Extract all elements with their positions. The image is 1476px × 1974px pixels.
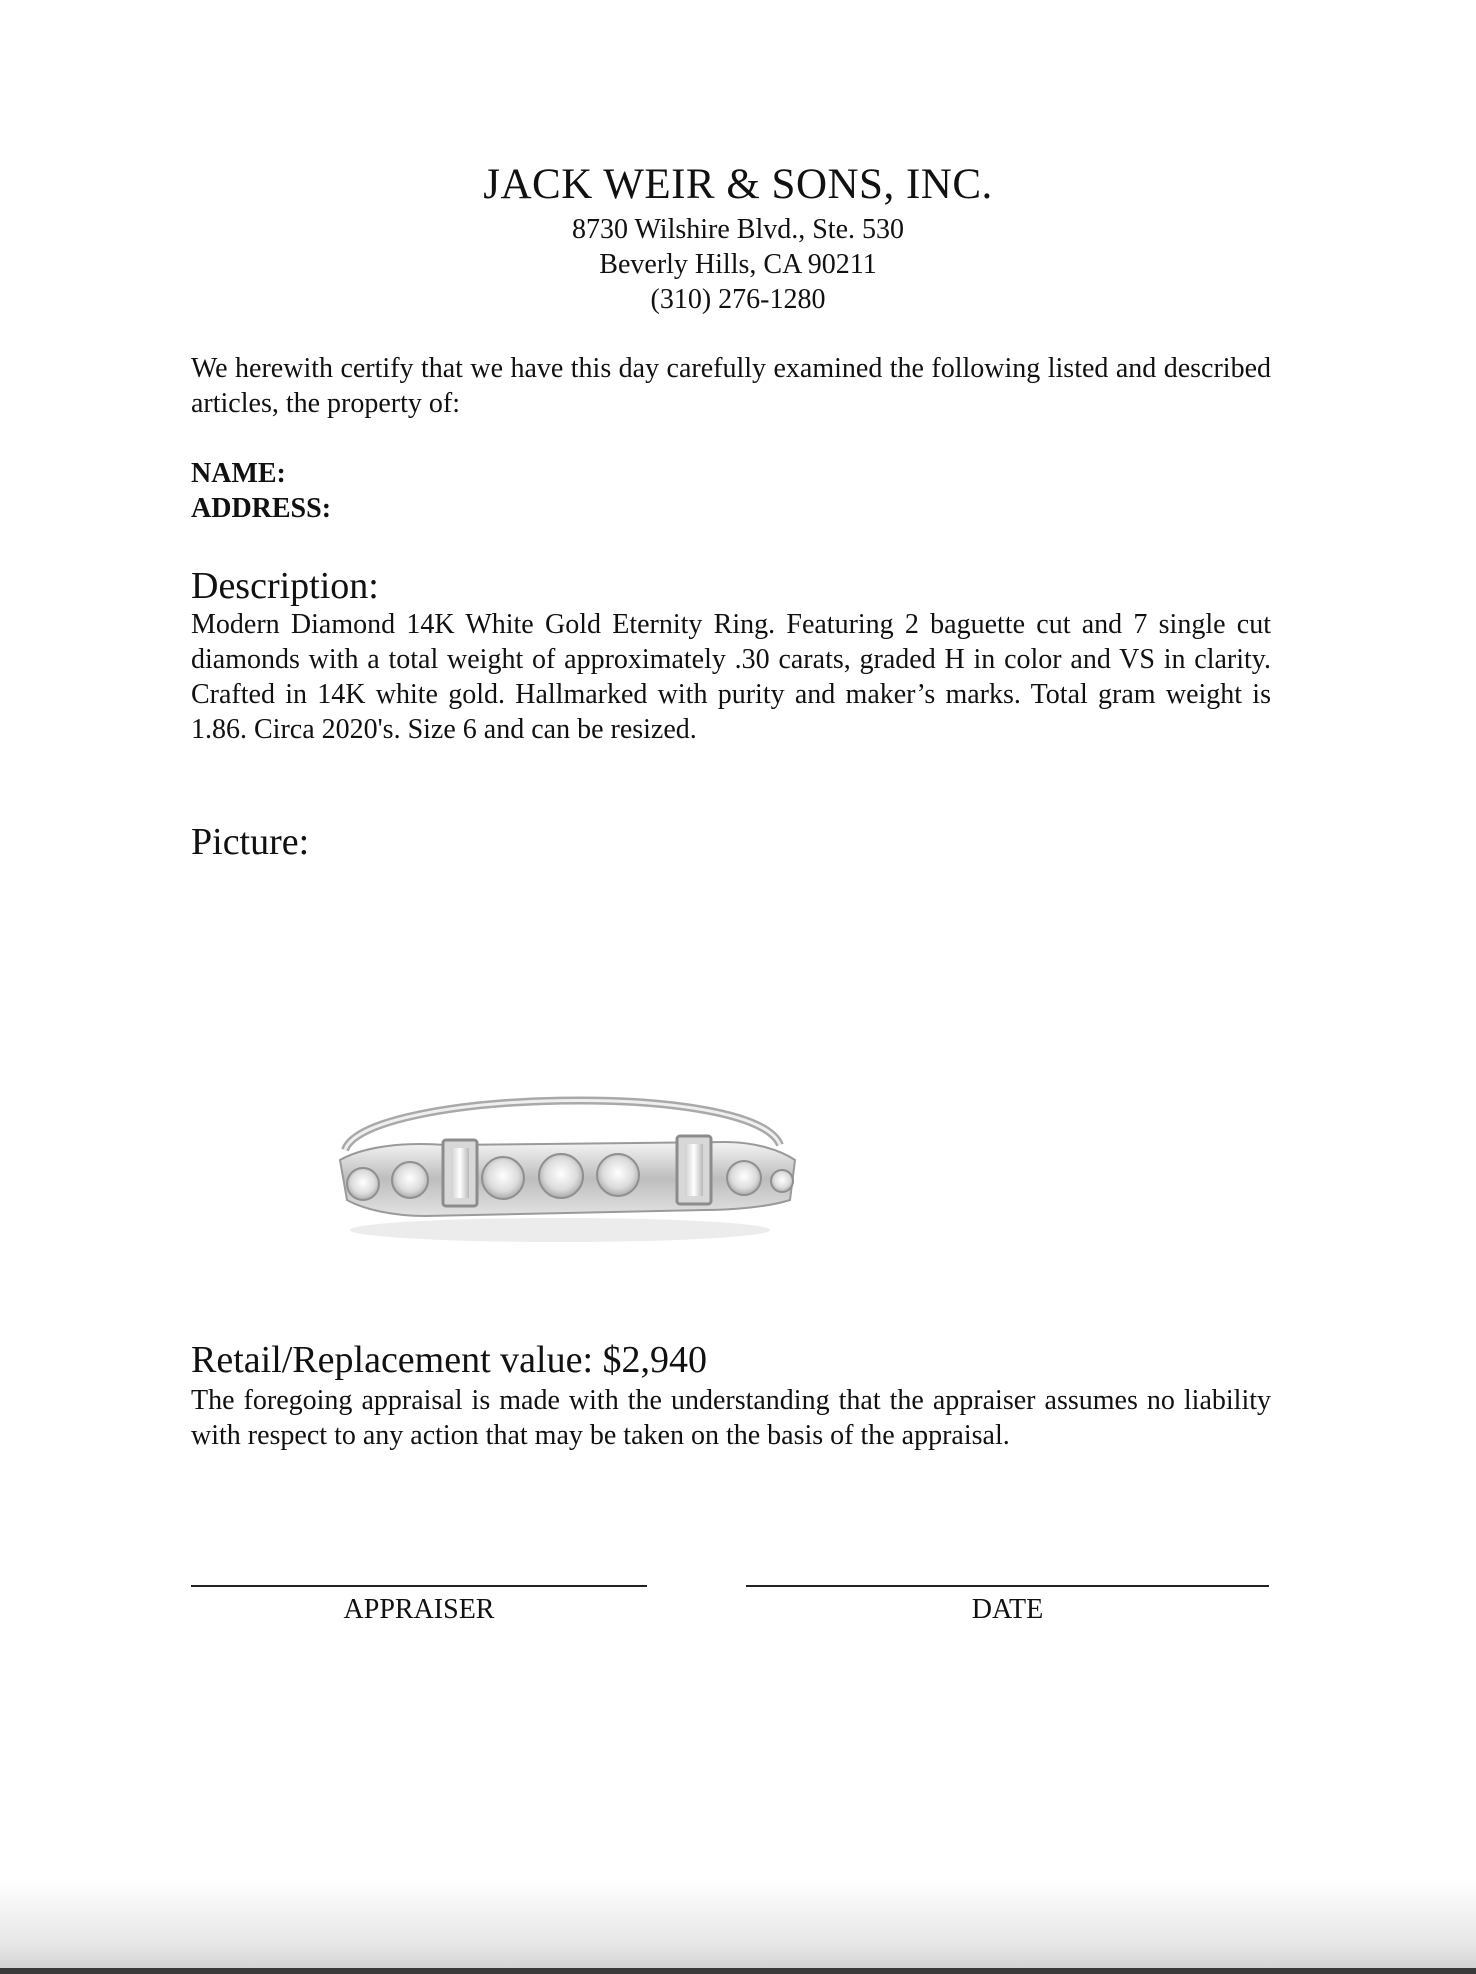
- picture-heading: Picture:: [191, 821, 310, 863]
- page-bottom-shade: [0, 1880, 1476, 1974]
- disclaimer-text: The foregoing appraisal is made with the understanding that the appraiser assumes no liability with respect to any action that may be taken on the basis of the appraisal.: [191, 1385, 1271, 1451]
- replacement-value: Retail/Replacement value: $2,940: [191, 1339, 708, 1381]
- company-name: JACK WEIR & SONS, INC.: [483, 161, 993, 208]
- phone-number: (310) 276-1280: [650, 284, 826, 315]
- page-bottom-edge: [0, 1968, 1476, 1974]
- name-label: NAME:: [191, 458, 286, 489]
- ring-shadow: [350, 1218, 770, 1242]
- letterhead: [0, 158, 1476, 317]
- certification-statement: We herewith certify that we have this day carefully examined the following listed and described articles, the property of:: [191, 353, 1271, 419]
- street-address: 8730 Wilshire Blvd., Ste. 530: [571, 214, 905, 245]
- ring-photo: [325, 1050, 805, 1250]
- appraiser-signature-line: [191, 1585, 647, 1587]
- city-address: Beverly Hills, CA 90211: [599, 249, 877, 280]
- description-heading: Description:: [191, 565, 379, 607]
- description-text: Modern Diamond 14K White Gold Eternity Ring. Featuring 2 baguette cut and 7 single cut diamonds with a total weight of approximately .30 carats, graded H in color and VS in clarity. Crafted in 14K white gold. Hallmarked with purity and maker’s marks. Total gram weight is 1.86. Circa 2020's. Size 6 and can be resized.: [191, 609, 1271, 745]
- owner-fields: [191, 456, 331, 526]
- appraiser-label: APPRAISER: [343, 1594, 495, 1625]
- date-label: DATE: [971, 1594, 1044, 1625]
- date-signature-line: [746, 1585, 1269, 1587]
- address-label: ADDRESS:: [191, 493, 332, 524]
